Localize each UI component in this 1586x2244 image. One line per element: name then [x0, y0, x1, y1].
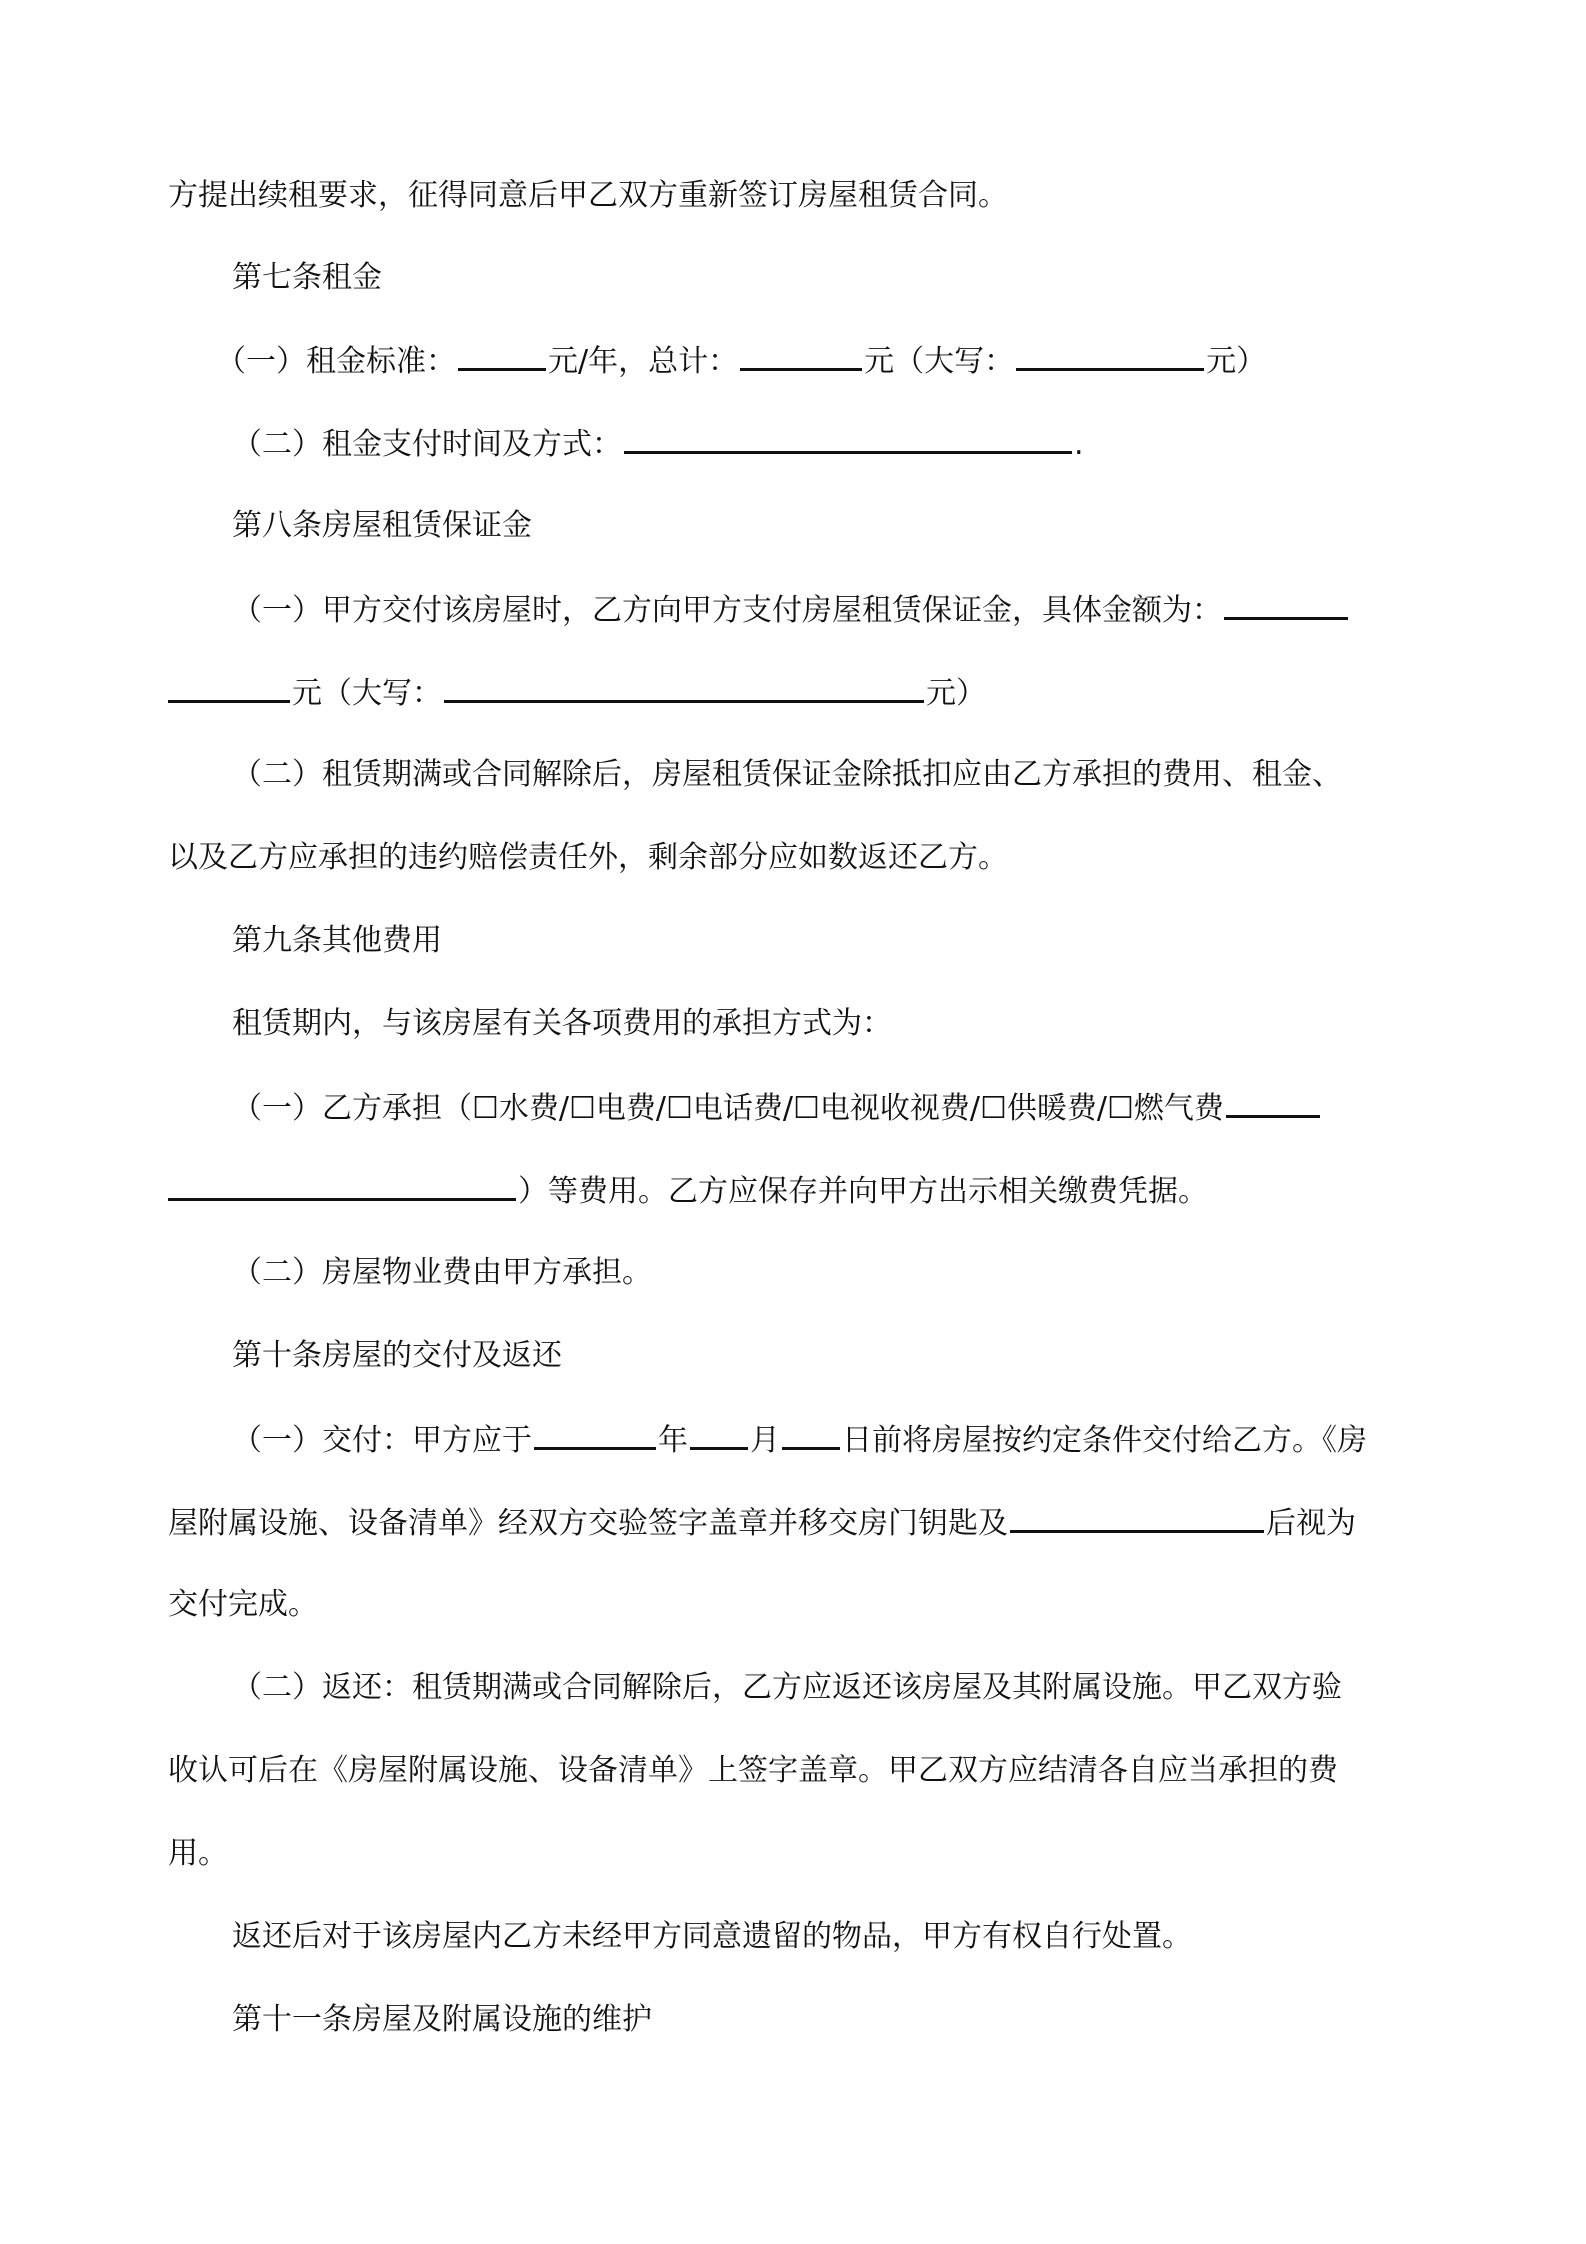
- label-text: 元）: [926, 676, 986, 711]
- article-heading: [232, 921, 442, 961]
- heading-text: 第七条租金: [232, 260, 382, 295]
- text-line: [168, 1585, 318, 1625]
- article-heading: [232, 258, 382, 298]
- fill-blank: [444, 672, 924, 703]
- heading-text: 第十条房屋的交付及返还: [232, 1338, 562, 1373]
- text-line: [216, 340, 1266, 382]
- fill-blank: [1010, 1502, 1264, 1533]
- label-text: （一）甲方交付该房屋时，乙方向甲方支付房屋租赁保证金，具体金额为：: [232, 593, 1222, 628]
- heading-text: 第八条房屋租赁保证金: [232, 508, 532, 543]
- fill-blank: [458, 340, 546, 371]
- paragraph-text: 用。: [168, 1836, 228, 1871]
- text-line: [168, 1170, 1208, 1212]
- fill-blank: [1226, 1087, 1320, 1118]
- text-line: [232, 1917, 1192, 1957]
- fill-blank: [690, 1419, 748, 1450]
- article-heading: [232, 506, 532, 546]
- label-text: （一）乙方承担（☐水费/☐电费/☐电话费/☐电视收视费/☐供暖费/☐燃气费: [232, 1091, 1224, 1126]
- text-line: [168, 1751, 1338, 1791]
- label-text: 年: [658, 1423, 688, 1458]
- text-line: [168, 1502, 1356, 1544]
- fill-blank: [782, 1419, 840, 1450]
- text-line: [232, 1419, 1367, 1461]
- paragraph-text: 交付完成。: [168, 1587, 318, 1622]
- text-line: [232, 589, 1350, 631]
- label-text: （二）租金支付时间及方式：: [232, 427, 622, 462]
- fill-blank: [1016, 340, 1204, 371]
- fill-blank: [168, 1170, 516, 1201]
- label-text: .: [1074, 427, 1084, 462]
- heading-text: 第九条其他费用: [232, 923, 442, 958]
- label-text: 日前将房屋按约定条件交付给乙方。《房: [842, 1423, 1367, 1458]
- label-text: 月: [750, 1423, 780, 1458]
- label-text: 元（大写：: [864, 344, 1015, 379]
- text-line: [168, 838, 1008, 878]
- label-text: 后视为: [1266, 1506, 1356, 1541]
- text-line: [232, 1668, 1342, 1708]
- text-line: [232, 423, 1084, 465]
- paragraph-text: （二）租赁期满或合同解除后，房屋租赁保证金除抵扣应由乙方承担的费用、租金、: [232, 757, 1342, 792]
- label-text: 元）: [1206, 344, 1267, 379]
- fill-blank: [1224, 589, 1348, 620]
- text-line: [232, 1087, 1322, 1129]
- label-text: 元（大写：: [292, 676, 442, 711]
- fill-blank: [624, 423, 1072, 454]
- label-text: 元/年，总计：: [548, 344, 739, 379]
- text-line: [168, 176, 1008, 216]
- label-text: （一）交付：甲方应于: [232, 1423, 532, 1458]
- text-line: [232, 1253, 652, 1293]
- paragraph-text: 收认可后在《房屋附属设施、设备清单》上签字盖章。甲乙双方应结清各自应当承担的费: [168, 1753, 1338, 1788]
- paragraph-text: 方提出续租要求，征得同意后甲乙双方重新签订房屋租赁合同。: [168, 178, 1008, 213]
- text-line: [232, 1004, 892, 1044]
- label-text: ）等费用。乙方应保存并向甲方出示相关缴费凭据。: [518, 1174, 1208, 1209]
- text-line: [232, 755, 1342, 795]
- paragraph-text: 以及乙方应承担的违约赔偿责任外，剩余部分应如数返还乙方。: [168, 840, 1008, 875]
- paragraph-text: （二）返还：租赁期满或合同解除后，乙方应返还该房屋及其附属设施。甲乙双方验: [232, 1670, 1342, 1705]
- paragraph-text: 返还后对于该房屋内乙方未经甲方同意遗留的物品，甲方有权自行处置。: [232, 1919, 1192, 1954]
- label-text: 屋附属设施、设备清单》经双方交验签字盖章并移交房门钥匙及: [168, 1506, 1008, 1541]
- paragraph-text: 租赁期内，与该房屋有关各项费用的承担方式为：: [232, 1006, 892, 1041]
- text-line: [168, 672, 986, 714]
- text-line: [168, 1834, 228, 1874]
- fill-blank: [168, 672, 290, 703]
- heading-text: 第十一条房屋及附属设施的维护: [232, 2002, 652, 2037]
- label-text: （一）租金标准：: [216, 344, 456, 379]
- fill-blank: [740, 340, 862, 371]
- paragraph-text: （二）房屋物业费由甲方承担。: [232, 1255, 652, 1290]
- article-heading: [232, 1336, 562, 1376]
- article-heading: [232, 2000, 652, 2040]
- fill-blank: [534, 1419, 656, 1450]
